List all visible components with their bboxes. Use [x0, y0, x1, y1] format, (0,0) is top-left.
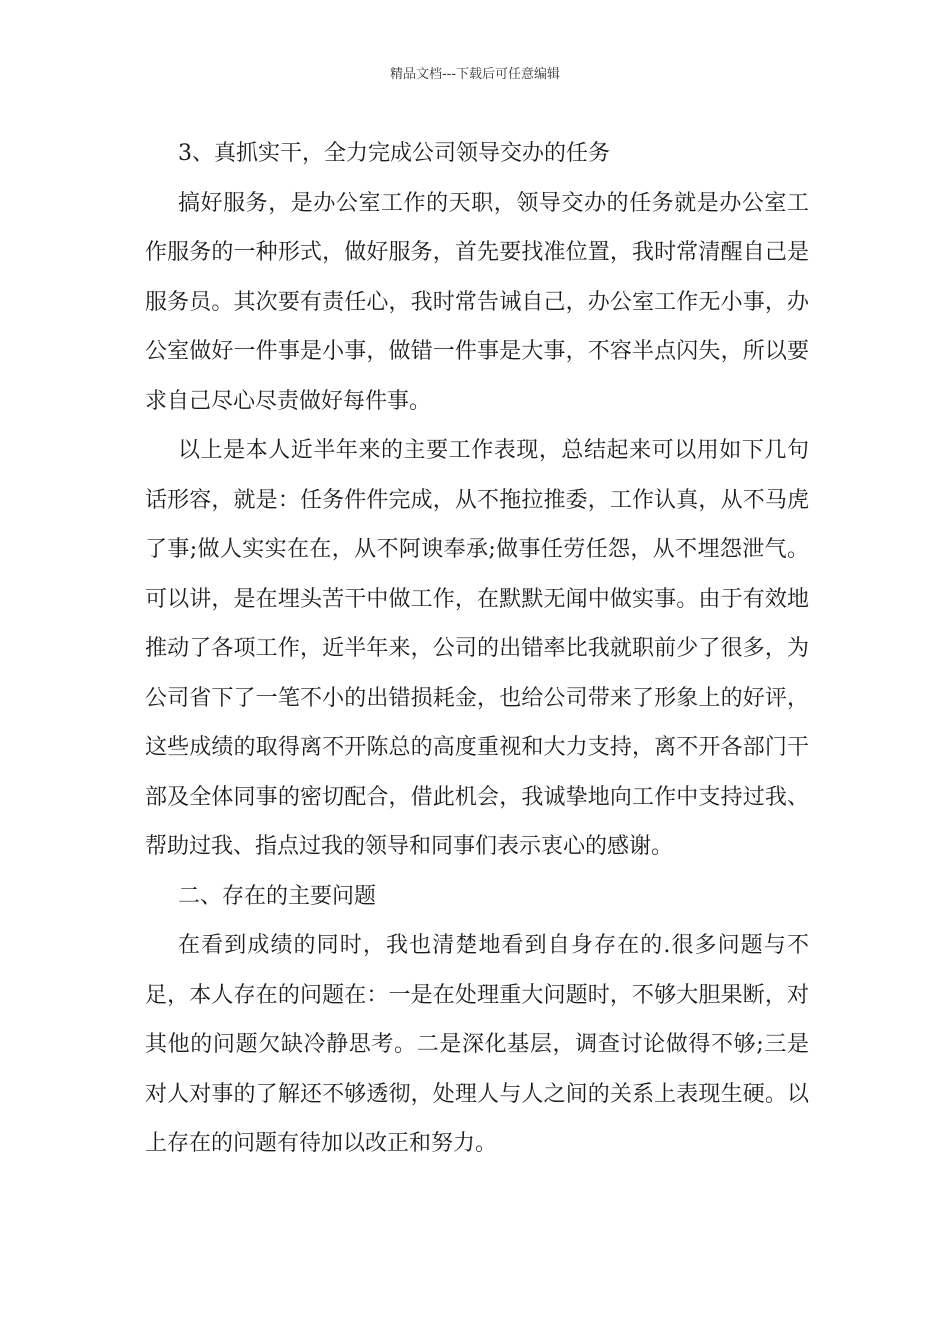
page-header: 精品文档---下载后可任意编辑 — [389, 67, 561, 82]
document-body — [145, 129, 809, 1169]
paragraph-summary: 以上是本人近半年来的主要工作表现，总结起来可以用如下几句话形容，就是：任务件件完成，从不拖拉推委，工作认真，从不马虎了事;做人实实在在，从不阿谀奉承;做事任劳任怨，从不埋怨泄气。可以讲，是在埋头苦干中做工作，在默默无闻中做实事。由于有效地推动了各项工作，近半年来，公司的出错率比我就职前少了很多，为公司省下了一笔不小的出错损耗金，也给公司带来了形象上的好评，这些成绩的取得离不开陈总的高度重视和大力支持，离不开各部门干部及全体同事的密切配合，借此机会，我诚挚地向工作中支持过我、帮助过我、指点过我的领导和同事们表示衷心的感谢。 — [145, 438, 809, 859]
paragraph-service: 搞好服务，是办公室工作的天职，领导交办的任务就是办公室工作服务的一种形式，做好服务，首先要找准位置，我时常清醒自己是服务员。其次要有责任心，我时常告诫自己，办公室工作无小事，办公室做好一件事是小事，做错一件事是大事，不容半点闪失，所以要求自己尽心尽责做好每件事。 — [145, 190, 809, 414]
section-heading-problems: 二、存在的主要问题 — [178, 883, 377, 909]
section-heading-3: 3、真抓实干，全力完成公司领导交办的任务 — [178, 141, 610, 166]
paragraph-problems: 在看到成绩的同时，我也清楚地看到自身存在的.很多问题与不足，本人存在的问题在：一是在处理重大问题时，不够大胆果断，对其他的问题欠缺冷静思考。二是深化基层，调查讨论做得不够;三是对人对事的了解还不够透彻，处理人与人之间的关系上表现生硬。以上存在的问题有待加以改正和努力。 — [145, 933, 809, 1156]
